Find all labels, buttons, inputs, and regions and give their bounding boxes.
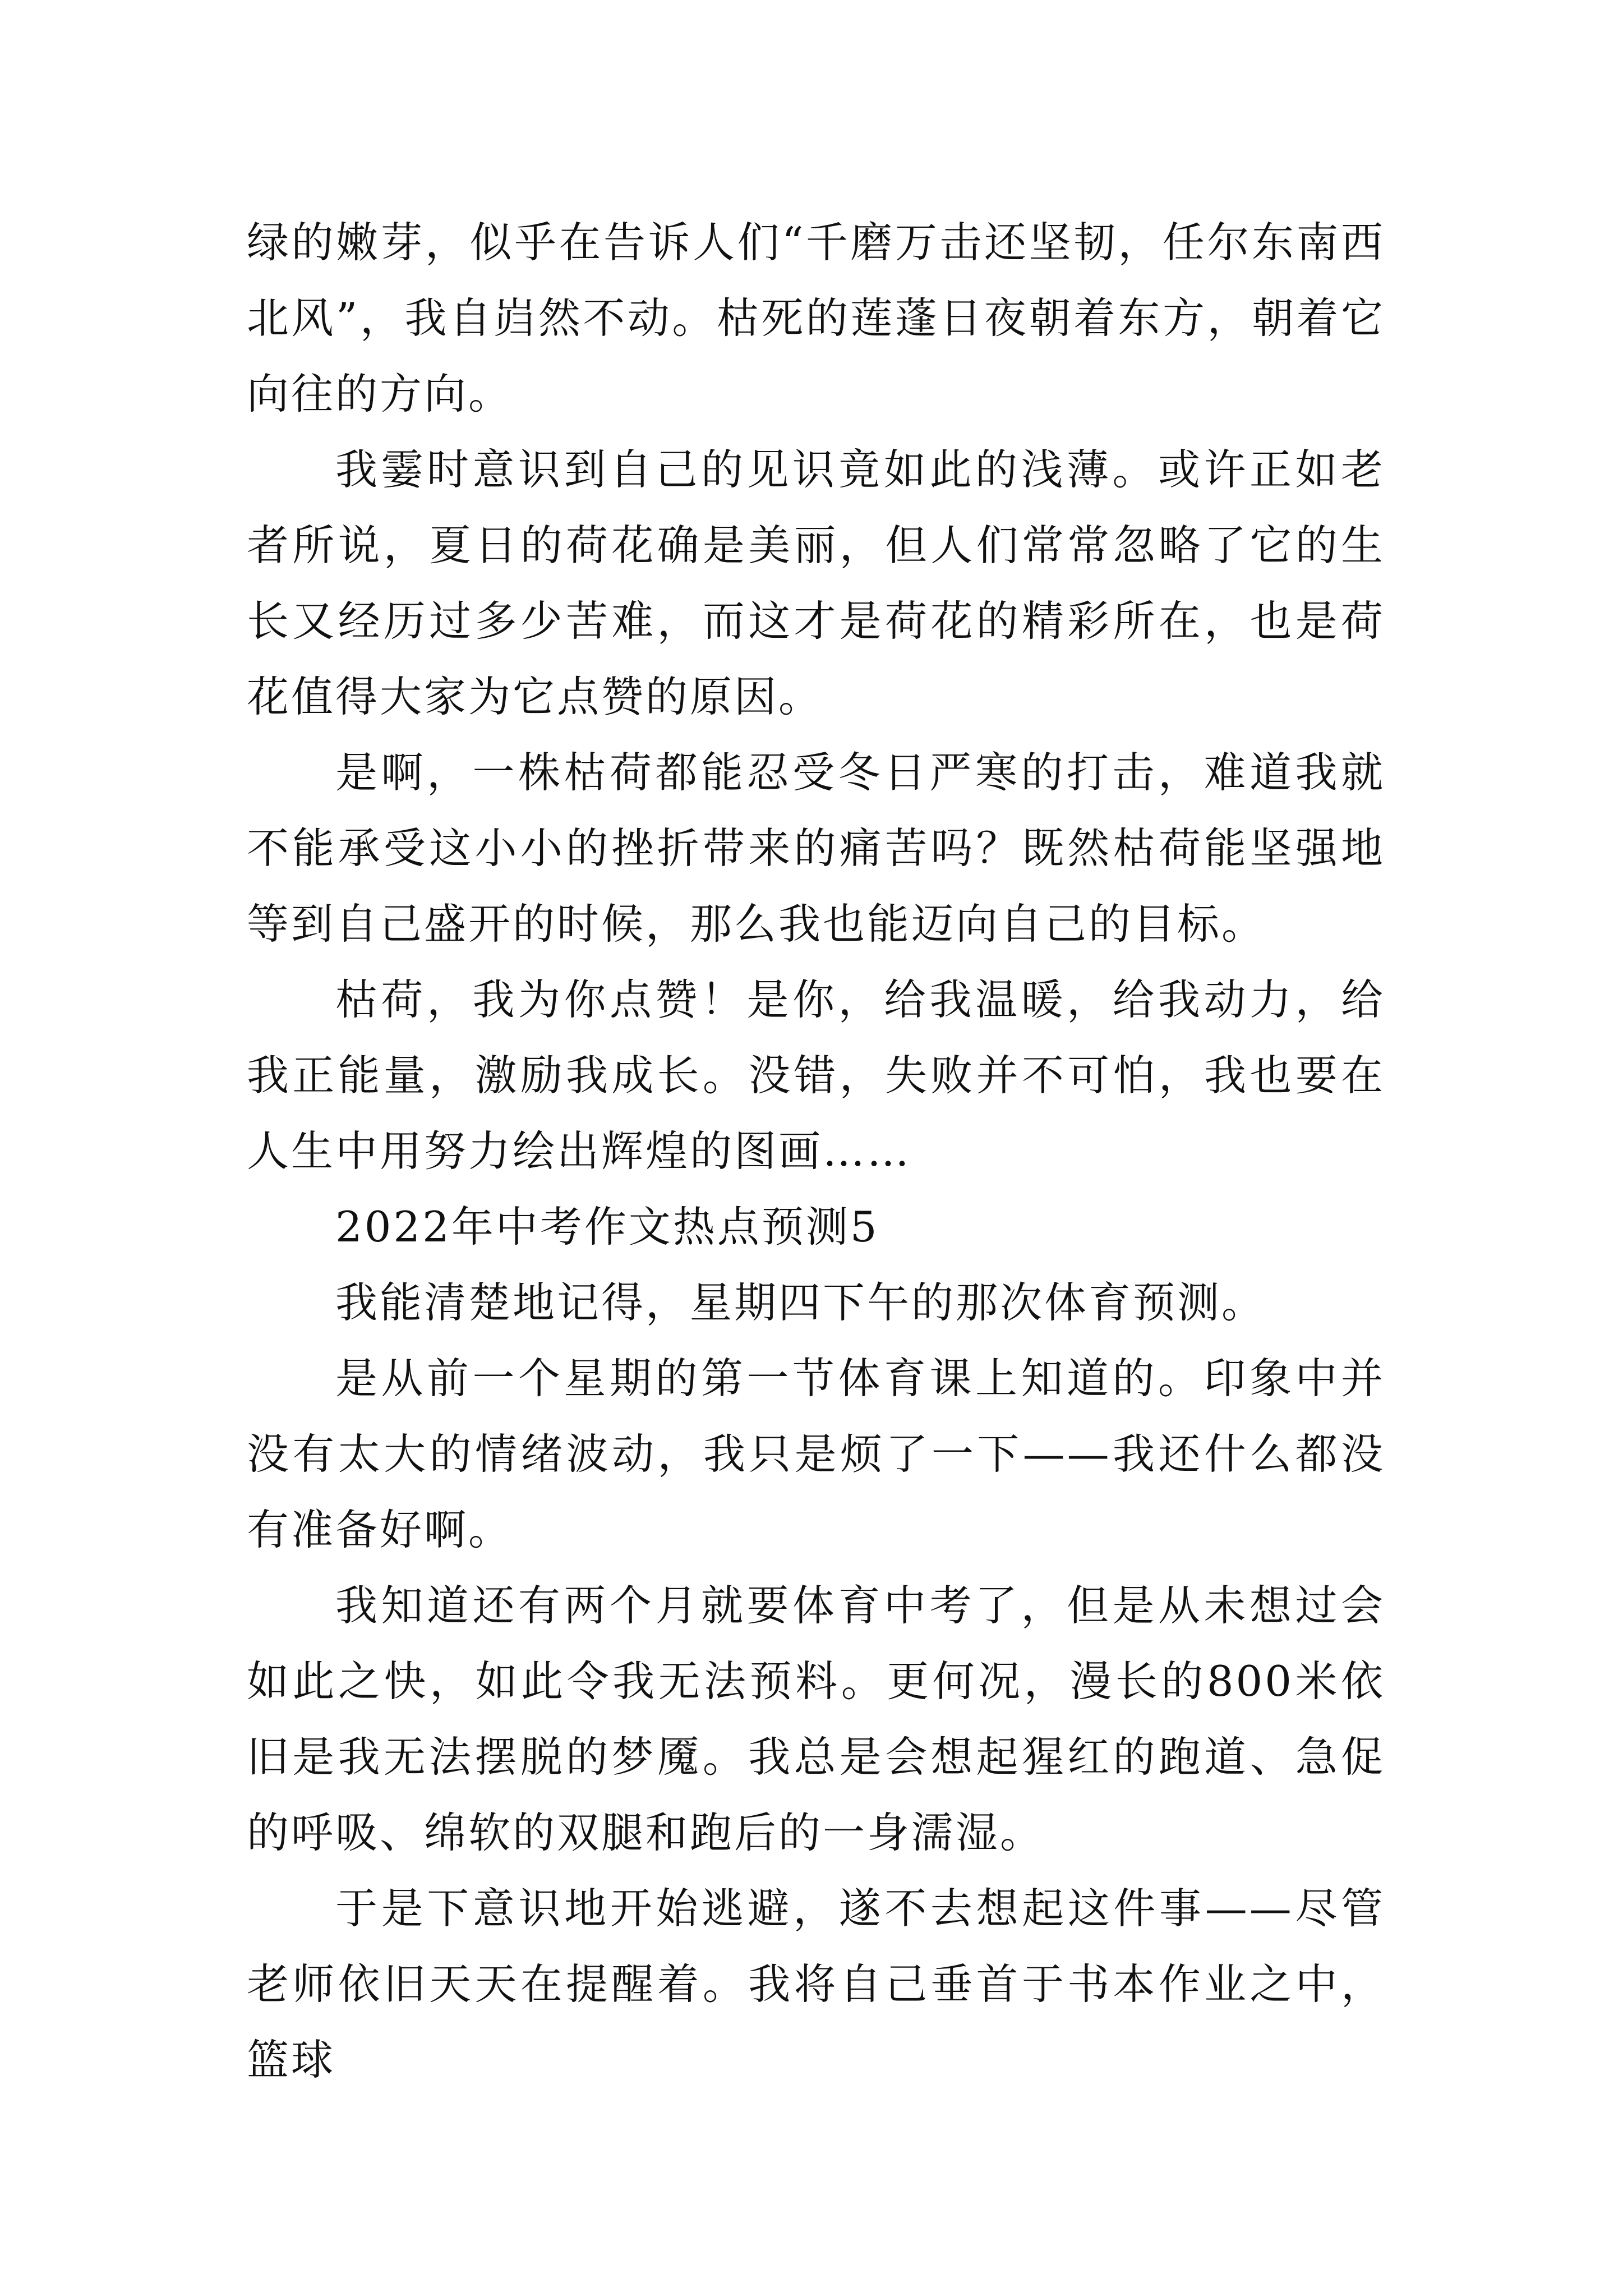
paragraph: 我知道还有两个月就要体育中考了，但是从未想过会如此之快，如此令我无法预料。更何况，漫长的800米依旧是我无法摆脱的梦魇。我总是会想起猩红的跑道、急促的呼吸、绵软的双腿和跑后的一身濡湿。 [247, 1581, 1385, 1857]
paragraph: 于是下意识地开始逃避，遂不去想起这件事——尽管老师依旧天天在提醒着。我将自己垂首于书本作业之中，篮球 [247, 1884, 1385, 2085]
paragraph: 是从前一个星期的第一节体育课上知道的。印象中并没有太大的情绪波动，我只是烦了一下——我还什么都没有准备好啊。 [247, 1354, 1385, 1554]
paragraph: 枯荷，我为你点赞！是你，给我温暖，给我动力，给我正能量，激励我成长。没错，失败并不可怕，我也要在人生中用努力绘出辉煌的图画…… [247, 975, 1385, 1176]
section-heading: 2022年中考作文热点预测5 [335, 1202, 879, 1251]
article-body [247, 205, 1385, 2098]
paragraph: 我霎时意识到自己的见识竟如此的浅薄。或许正如老者所说，夏日的荷花确是美丽，但人们常常忽略了它的生长又经历过多少苦难，而这才是荷花的精彩所在，也是荷花值得大家为它点赞的原因。 [247, 445, 1385, 721]
paragraph: 我能清楚地记得，星期四下午的那次体育预测。 [335, 1278, 1266, 1327]
paragraph: 是啊，一株枯荷都能忍受冬日严寒的打击，难道我就不能承受这小小的挫折带来的痛苦吗？既然枯荷能坚强地等到自己盛开的时候，那么我也能迈向自己的目标。 [247, 748, 1385, 949]
paragraph-continuation: 绿的嫩芽，似乎在告诉人们“千磨万击还坚韧，任尔东南西北风”，我自岿然不动。枯死的莲蓬日夜朝着东方，朝着它向往的方向。 [247, 218, 1385, 418]
